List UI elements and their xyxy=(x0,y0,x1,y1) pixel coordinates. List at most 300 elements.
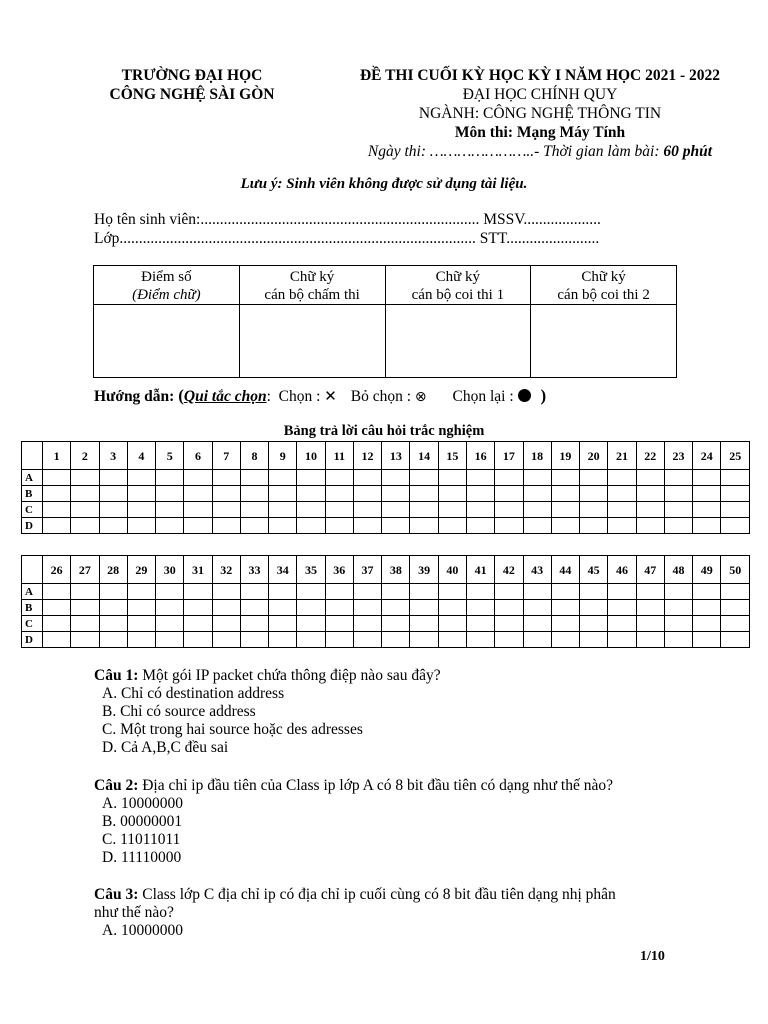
answer-cell[interactable] xyxy=(551,600,579,616)
answer-cell[interactable] xyxy=(636,632,664,648)
answer-cell[interactable] xyxy=(269,518,297,534)
answer-cell[interactable] xyxy=(466,632,494,648)
answer-cell[interactable] xyxy=(721,486,750,502)
answer-cell[interactable] xyxy=(608,470,636,486)
answer-cell[interactable] xyxy=(43,470,71,486)
question-number-header: 12 xyxy=(353,442,381,470)
answer-cell[interactable] xyxy=(495,518,523,534)
answer-cell[interactable] xyxy=(551,502,579,518)
option-label: D xyxy=(22,518,43,534)
question-number-header: 18 xyxy=(523,442,551,470)
answer-cell[interactable] xyxy=(156,470,184,486)
answer-cell[interactable] xyxy=(156,502,184,518)
question-number-header: 16 xyxy=(466,442,494,470)
answer-cell[interactable] xyxy=(693,584,721,600)
question-3 xyxy=(94,886,616,940)
question-1 xyxy=(94,667,441,757)
answer-cell[interactable] xyxy=(43,600,71,616)
answer-cell[interactable] xyxy=(353,470,381,486)
question-number-header: 25 xyxy=(721,442,750,470)
answer-cell[interactable] xyxy=(410,470,438,486)
answer-cell[interactable] xyxy=(269,616,297,632)
answer-cell[interactable] xyxy=(156,616,184,632)
proctor2-signature-header xyxy=(531,266,677,305)
answer-cell[interactable] xyxy=(156,486,184,502)
question-number-header: 37 xyxy=(353,556,381,584)
option-b: B. Chỉ có source address xyxy=(102,703,256,720)
answer-cell[interactable] xyxy=(184,486,212,502)
answer-cell[interactable] xyxy=(71,486,99,502)
question-text-cont: như thế nào? xyxy=(94,904,174,921)
answer-cell[interactable] xyxy=(664,632,692,648)
answer-cell[interactable] xyxy=(297,486,325,502)
answer-cell[interactable] xyxy=(495,616,523,632)
answer-cell[interactable] xyxy=(693,600,721,616)
answer-cell[interactable] xyxy=(664,584,692,600)
answer-cell[interactable] xyxy=(721,632,750,648)
answer-cell[interactable] xyxy=(608,616,636,632)
question-number-header: 26 xyxy=(43,556,71,584)
header-line1: Điểm số xyxy=(141,269,192,285)
answer-cell[interactable] xyxy=(353,502,381,518)
answer-cell[interactable] xyxy=(269,502,297,518)
answer-cell[interactable] xyxy=(721,616,750,632)
option-label: A xyxy=(22,584,43,600)
answer-cell[interactable] xyxy=(71,616,99,632)
answer-cell[interactable] xyxy=(580,584,608,600)
answer-cell[interactable] xyxy=(99,632,127,648)
question-number-header: 22 xyxy=(636,442,664,470)
answer-cell[interactable] xyxy=(551,486,579,502)
answer-cell[interactable] xyxy=(325,632,353,648)
question-number-header: 10 xyxy=(297,442,325,470)
answer-cell[interactable] xyxy=(156,600,184,616)
answer-cell[interactable] xyxy=(240,486,268,502)
answer-cell[interactable] xyxy=(382,518,410,534)
question-number-header: 2 xyxy=(71,442,99,470)
question-number-header: 14 xyxy=(410,442,438,470)
answer-cell[interactable] xyxy=(156,518,184,534)
score-box[interactable] xyxy=(94,305,240,378)
answer-cell[interactable] xyxy=(269,584,297,600)
question-number-header: 27 xyxy=(71,556,99,584)
answer-cell[interactable] xyxy=(438,518,466,534)
answer-cell[interactable] xyxy=(664,616,692,632)
answer-cell[interactable] xyxy=(693,518,721,534)
question-number-header: 48 xyxy=(664,556,692,584)
answer-cell[interactable] xyxy=(127,584,155,600)
question-label: Câu 2: xyxy=(94,777,139,794)
guide-rule: Qui tắc chọn xyxy=(183,388,267,405)
answer-cell[interactable] xyxy=(664,486,692,502)
answer-cell[interactable] xyxy=(240,632,268,648)
filled-dot-icon xyxy=(518,389,531,402)
answer-cell[interactable] xyxy=(438,584,466,600)
answer-cell[interactable] xyxy=(466,470,494,486)
question-number-header: 8 xyxy=(240,442,268,470)
question-number-header: 29 xyxy=(127,556,155,584)
question-number-header: 19 xyxy=(551,442,579,470)
header-line1: Chữ ký xyxy=(435,269,481,285)
answer-cell[interactable] xyxy=(523,600,551,616)
answer-cell[interactable] xyxy=(156,632,184,648)
answer-cell[interactable] xyxy=(156,584,184,600)
answer-cell[interactable] xyxy=(721,600,750,616)
answer-cell[interactable] xyxy=(466,600,494,616)
answer-cell[interactable] xyxy=(240,616,268,632)
answer-cell[interactable] xyxy=(184,502,212,518)
answer-cell[interactable] xyxy=(636,616,664,632)
answer-cell[interactable] xyxy=(43,584,71,600)
answer-cell[interactable] xyxy=(212,584,240,600)
student-name-line: Họ tên sinh viên:........................................................................ MSSV.................... xyxy=(94,211,601,228)
answer-cell[interactable] xyxy=(212,518,240,534)
answer-cell[interactable] xyxy=(297,632,325,648)
answer-cell[interactable] xyxy=(608,518,636,534)
answer-cell[interactable] xyxy=(664,470,692,486)
answer-cell[interactable] xyxy=(466,518,494,534)
school-line-1: TRƯỜNG ĐẠI HỌC xyxy=(121,67,263,84)
answer-cell[interactable] xyxy=(353,584,381,600)
answer-cell[interactable] xyxy=(466,486,494,502)
question-number-header: 11 xyxy=(325,442,353,470)
answer-cell[interactable] xyxy=(297,470,325,486)
exam-subject: Môn thi: Mạng Máy Tính xyxy=(454,124,626,141)
answer-cell[interactable] xyxy=(71,600,99,616)
answer-cell[interactable] xyxy=(580,470,608,486)
option-label: A xyxy=(22,470,43,486)
answer-cell[interactable] xyxy=(43,486,71,502)
answer-row xyxy=(22,616,750,632)
option-c: C. 11011011 xyxy=(102,831,181,848)
answer-cell[interactable] xyxy=(410,518,438,534)
answer-cell[interactable] xyxy=(438,502,466,518)
question-number-header: 47 xyxy=(636,556,664,584)
header-line1: Chữ ký xyxy=(289,269,335,285)
answer-cell[interactable] xyxy=(551,632,579,648)
answer-cell[interactable] xyxy=(580,502,608,518)
answer-cell[interactable] xyxy=(523,502,551,518)
answer-cell[interactable] xyxy=(127,470,155,486)
question-number-header: 50 xyxy=(721,556,750,584)
answer-cell[interactable] xyxy=(99,486,127,502)
question-number-header: 6 xyxy=(184,442,212,470)
answer-cell[interactable] xyxy=(382,502,410,518)
answer-cell[interactable] xyxy=(127,486,155,502)
answer-cell[interactable] xyxy=(184,616,212,632)
answer-cell[interactable] xyxy=(99,470,127,486)
answer-cell[interactable] xyxy=(438,616,466,632)
answer-cell[interactable] xyxy=(438,600,466,616)
corner-cell xyxy=(22,556,43,584)
answer-cell[interactable] xyxy=(382,600,410,616)
answer-cell[interactable] xyxy=(212,470,240,486)
answer-cell[interactable] xyxy=(410,632,438,648)
answer-cell[interactable] xyxy=(184,470,212,486)
answer-cell[interactable] xyxy=(636,600,664,616)
question-number-header: 43 xyxy=(523,556,551,584)
answer-cell[interactable] xyxy=(297,616,325,632)
option-c: C. Một trong hai source hoặc des adresses xyxy=(102,721,363,738)
question-number-header: 23 xyxy=(664,442,692,470)
exam-date-label: Ngày thi: …………………..- Thời gian làm bài: xyxy=(367,143,664,160)
answer-cell[interactable] xyxy=(382,584,410,600)
question-number-header: 32 xyxy=(212,556,240,584)
answer-cell[interactable] xyxy=(466,502,494,518)
answer-cell[interactable] xyxy=(410,600,438,616)
answer-cell[interactable] xyxy=(184,518,212,534)
question-number-header: 13 xyxy=(382,442,410,470)
answer-cell[interactable] xyxy=(43,616,71,632)
answer-cell[interactable] xyxy=(636,502,664,518)
answer-cell[interactable] xyxy=(608,584,636,600)
answer-cell[interactable] xyxy=(495,502,523,518)
answer-cell[interactable] xyxy=(664,600,692,616)
answer-cell[interactable] xyxy=(495,470,523,486)
selection-guide: Hướng dẫn: (Qui tắc chọn: Chọn : ✕ Bỏ chọn : ⊗ Chọn lại : ) xyxy=(94,386,547,405)
answer-cell[interactable] xyxy=(551,518,579,534)
answer-row xyxy=(22,518,750,534)
answer-cell[interactable] xyxy=(127,632,155,648)
answer-cell[interactable] xyxy=(466,616,494,632)
cross-icon: ✕ xyxy=(324,387,337,405)
answer-cell[interactable] xyxy=(184,600,212,616)
answer-cell[interactable] xyxy=(353,632,381,648)
score-header xyxy=(94,266,240,305)
answer-cell[interactable] xyxy=(325,584,353,600)
answer-cell[interactable] xyxy=(353,518,381,534)
answer-cell[interactable] xyxy=(664,518,692,534)
answer-cell[interactable] xyxy=(269,600,297,616)
question-text: Địa chỉ ip đầu tiên của Class ip lớp A có 8 bit đầu tiên có dạng như thế nào? xyxy=(138,777,613,794)
header-line2: (Điểm chữ) xyxy=(132,287,201,303)
answer-cell[interactable] xyxy=(410,502,438,518)
answer-cell[interactable] xyxy=(523,470,551,486)
question-number-header: 24 xyxy=(693,442,721,470)
question-number-header: 3 xyxy=(99,442,127,470)
answer-cell[interactable] xyxy=(325,518,353,534)
guide-choose: Chọn : xyxy=(278,388,321,405)
answer-cell[interactable] xyxy=(297,502,325,518)
guide-rechoose: Chọn lại : xyxy=(452,388,514,405)
option-d: D. Cả A,B,C đều sai xyxy=(102,739,229,756)
question-label: Câu 3: xyxy=(94,886,139,903)
question-number-header: 41 xyxy=(466,556,494,584)
answer-cell[interactable] xyxy=(693,470,721,486)
answer-cell[interactable] xyxy=(466,584,494,600)
question-number-header: 45 xyxy=(580,556,608,584)
answer-cell[interactable] xyxy=(636,518,664,534)
answer-cell[interactable] xyxy=(721,518,750,534)
answer-cell[interactable] xyxy=(71,502,99,518)
answer-cell[interactable] xyxy=(43,518,71,534)
answer-row xyxy=(22,600,750,616)
answer-cell[interactable] xyxy=(240,470,268,486)
question-number-header: 21 xyxy=(608,442,636,470)
proctor2-signature-box[interactable] xyxy=(531,305,677,378)
answer-cell[interactable] xyxy=(127,518,155,534)
page-number: 1/10 xyxy=(640,949,665,964)
answer-cell[interactable] xyxy=(580,486,608,502)
answer-cell[interactable] xyxy=(438,632,466,648)
answer-cell[interactable] xyxy=(693,632,721,648)
header-line2: cán bộ coi thi 2 xyxy=(557,287,650,303)
answer-cell[interactable] xyxy=(184,584,212,600)
answer-cell[interactable] xyxy=(693,486,721,502)
corner-cell xyxy=(22,442,43,470)
proctor1-signature-box[interactable] xyxy=(385,305,531,378)
answer-cell[interactable] xyxy=(438,470,466,486)
exam-program: ĐẠI HỌC CHÍNH QUY xyxy=(462,86,618,103)
answer-cell[interactable] xyxy=(382,616,410,632)
question-number-header: 5 xyxy=(156,442,184,470)
answer-cell[interactable] xyxy=(43,502,71,518)
question-number-header: 34 xyxy=(269,556,297,584)
answer-cell[interactable] xyxy=(127,600,155,616)
answer-row xyxy=(22,584,750,600)
answer-cell[interactable] xyxy=(297,518,325,534)
answer-row xyxy=(22,486,750,502)
answer-cell[interactable] xyxy=(240,584,268,600)
option-a: A. 10000000 xyxy=(102,795,183,812)
answer-cell[interactable] xyxy=(240,502,268,518)
answer-cell[interactable] xyxy=(127,502,155,518)
answer-cell[interactable] xyxy=(212,600,240,616)
answer-cell[interactable] xyxy=(353,616,381,632)
answer-row xyxy=(22,502,750,518)
option-label: C xyxy=(22,616,43,632)
question-number-header: 9 xyxy=(269,442,297,470)
answer-cell[interactable] xyxy=(99,518,127,534)
question-number-header: 39 xyxy=(410,556,438,584)
answer-cell[interactable] xyxy=(212,616,240,632)
answer-cell[interactable] xyxy=(212,632,240,648)
question-number-header: 35 xyxy=(297,556,325,584)
signature-table xyxy=(93,265,677,378)
answer-cell[interactable] xyxy=(608,600,636,616)
answer-cell[interactable] xyxy=(608,486,636,502)
answer-cell[interactable] xyxy=(523,632,551,648)
grader-signature-header xyxy=(239,266,385,305)
answer-cell[interactable] xyxy=(551,470,579,486)
answer-cell[interactable] xyxy=(382,632,410,648)
answer-cell[interactable] xyxy=(410,486,438,502)
answer-cell[interactable] xyxy=(410,584,438,600)
answer-sheet-title: Bảng trả lời câu hỏi trắc nghiệm xyxy=(283,423,485,439)
answer-cell[interactable] xyxy=(636,486,664,502)
answer-cell[interactable] xyxy=(212,502,240,518)
answer-cell[interactable] xyxy=(127,616,155,632)
answer-cell[interactable] xyxy=(43,632,71,648)
question-number-header: 17 xyxy=(495,442,523,470)
answer-cell[interactable] xyxy=(325,616,353,632)
answer-cell[interactable] xyxy=(99,616,127,632)
header-line1: Chữ ký xyxy=(581,269,626,285)
question-number-header: 28 xyxy=(99,556,127,584)
answer-cell[interactable] xyxy=(608,502,636,518)
answer-cell[interactable] xyxy=(721,502,750,518)
answer-cell[interactable] xyxy=(523,584,551,600)
answer-cell[interactable] xyxy=(580,600,608,616)
answer-cell[interactable] xyxy=(240,518,268,534)
answer-cell[interactable] xyxy=(636,584,664,600)
option-a: A. 10000000 xyxy=(102,922,183,939)
answer-cell[interactable] xyxy=(353,600,381,616)
option-a: A. Chỉ có destination address xyxy=(102,685,285,702)
answer-cell[interactable] xyxy=(325,502,353,518)
answer-cell[interactable] xyxy=(269,470,297,486)
answer-cell[interactable] xyxy=(325,470,353,486)
answer-cell[interactable] xyxy=(99,584,127,600)
school-line-2: CÔNG NGHỆ SÀI GÒN xyxy=(109,86,275,103)
answer-cell[interactable] xyxy=(664,502,692,518)
answer-cell[interactable] xyxy=(608,632,636,648)
answer-cell[interactable] xyxy=(580,632,608,648)
answer-cell[interactable] xyxy=(99,502,127,518)
answer-cell[interactable] xyxy=(71,584,99,600)
answer-cell[interactable] xyxy=(382,470,410,486)
question-number-header: 40 xyxy=(438,556,466,584)
answer-cell[interactable] xyxy=(693,502,721,518)
answer-cell[interactable] xyxy=(693,616,721,632)
option-label: C xyxy=(22,502,43,518)
answer-cell[interactable] xyxy=(269,486,297,502)
exam-major: NGÀNH: CÔNG NGHỆ THÔNG TIN xyxy=(418,105,662,122)
answer-cell[interactable] xyxy=(184,632,212,648)
exam-date-duration xyxy=(330,142,750,161)
answer-cell[interactable] xyxy=(495,632,523,648)
answer-cell[interactable] xyxy=(297,600,325,616)
answer-cell[interactable] xyxy=(523,518,551,534)
answer-cell[interactable] xyxy=(353,486,381,502)
answer-cell[interactable] xyxy=(325,486,353,502)
answer-cell[interactable] xyxy=(721,470,750,486)
answer-cell[interactable] xyxy=(71,632,99,648)
answer-cell[interactable] xyxy=(551,584,579,600)
answer-cell[interactable] xyxy=(297,584,325,600)
answer-cell[interactable] xyxy=(212,486,240,502)
question-text: Một gói IP packet chứa thông điệp nào sau đây? xyxy=(138,667,441,684)
guide-label: Hướng dẫn: xyxy=(94,388,175,405)
answer-cell[interactable] xyxy=(71,518,99,534)
answer-cell[interactable] xyxy=(636,470,664,486)
answer-cell[interactable] xyxy=(438,486,466,502)
answer-cell[interactable] xyxy=(71,470,99,486)
question-label: Câu 1: xyxy=(94,667,139,684)
answer-cell[interactable] xyxy=(523,486,551,502)
answer-cell[interactable] xyxy=(721,584,750,600)
grader-signature-box[interactable] xyxy=(239,305,385,378)
answer-cell[interactable] xyxy=(495,486,523,502)
answer-cell[interactable] xyxy=(410,616,438,632)
question-number-header: 4 xyxy=(127,442,155,470)
answer-cell[interactable] xyxy=(495,600,523,616)
option-label: B xyxy=(22,600,43,616)
answer-cell[interactable] xyxy=(523,616,551,632)
answer-cell[interactable] xyxy=(325,600,353,616)
answer-cell[interactable] xyxy=(269,632,297,648)
answer-cell[interactable] xyxy=(580,518,608,534)
answer-cell[interactable] xyxy=(240,600,268,616)
option-b: B. 00000001 xyxy=(102,813,183,830)
question-number-header: 44 xyxy=(551,556,579,584)
answer-cell[interactable] xyxy=(580,616,608,632)
exam-title: ĐỀ THI CUỐI KỲ HỌC KỲ I NĂM HỌC 2021 - 2022 xyxy=(359,67,721,84)
answer-cell[interactable] xyxy=(382,486,410,502)
answer-cell[interactable] xyxy=(99,600,127,616)
answer-cell[interactable] xyxy=(551,616,579,632)
answer-cell[interactable] xyxy=(495,584,523,600)
